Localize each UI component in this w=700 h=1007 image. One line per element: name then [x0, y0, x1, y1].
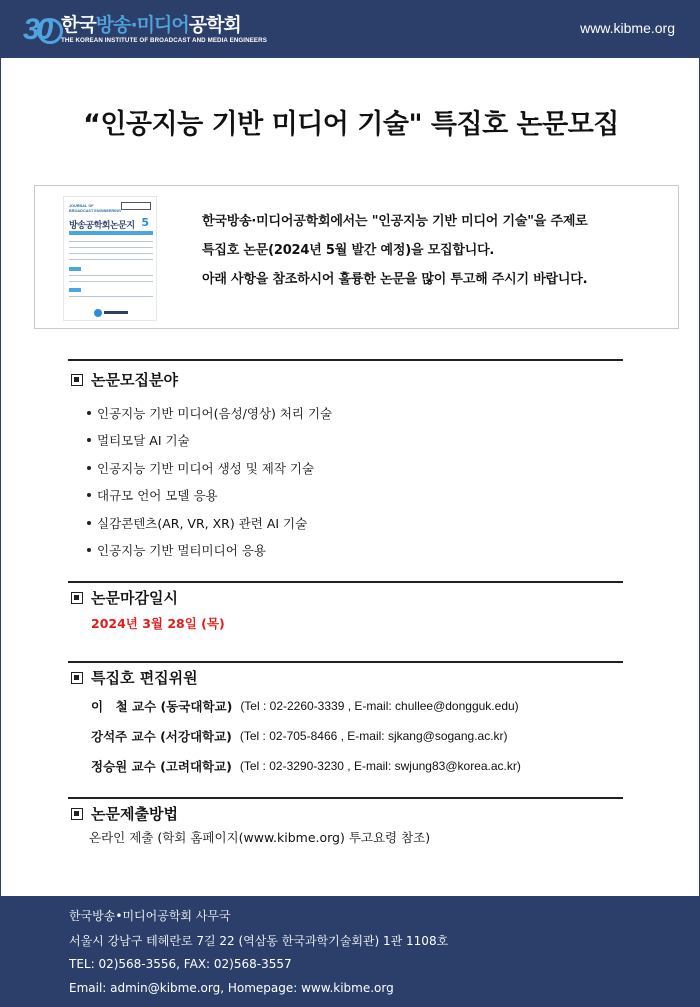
header-bar [1, 1, 700, 58]
cover-badge [121, 202, 151, 210]
editor-name: 정승원 교수 (고려대학교) [91, 759, 232, 774]
logo-text [61, 14, 267, 46]
logo-english-name: THE KOREAN INSTITUTE OF BROADCAST AND MEDIA ENGINEERS [61, 37, 267, 44]
section-square-icon [71, 374, 83, 386]
cover-english-line: JOURNAL OF [69, 204, 94, 208]
section-divider [68, 359, 623, 361]
list-item [87, 454, 332, 482]
cover-line [69, 281, 153, 282]
cover-accent-bar [69, 231, 153, 235]
section-heading-text: 논문모집분야 [91, 371, 178, 389]
submission-method: 온라인 제출 (학회 홈페이지(www.kibme.org) 투고요령 참조) [89, 830, 431, 845]
logo-korean-part: 한국 [61, 14, 96, 36]
cover-tag [69, 267, 81, 271]
footer-email: Email: admin@kibme.org, Homepage: www.kibme.org [69, 981, 394, 995]
section-heading-submission [71, 803, 178, 824]
section-heading-editors [71, 667, 198, 688]
list-item-text: 실감콘텐츠(AR, VR, XR) 관련 AI 기술 [97, 515, 308, 531]
cover-tag [69, 288, 81, 292]
intro-line: 특집호 논문(2024년 5월 발간 예정)을 모집합니다. [202, 243, 495, 258]
deadline-date: 2024년 3월 28일 (목) [91, 616, 225, 631]
list-item-text: 멀티모달 AI 기술 [97, 433, 190, 449]
cover-english-title [69, 204, 121, 213]
list-item-text: 인공지능 기반 미디어(음성/영상) 처리 기술 [97, 405, 333, 421]
logo-korean-part: 방송 [95, 14, 131, 36]
footer-phone: TEL: 02)568-3556, FAX: 02)568-3557 [69, 957, 292, 971]
footer [1, 896, 700, 1007]
editor-contact: (Tel : 02-705-8466 , E-mail: sjkang@sogang.ac.kr) [239, 729, 508, 743]
footer-address: 서울시 강남구 테헤란로 7길 22 (역삼동 한국과학기술회관) 1관 1108호 [69, 934, 449, 948]
editor-row [91, 691, 521, 721]
cover-english-line: BROADCAST ENGINEERING [69, 208, 121, 213]
journal-cover-thumbnail [63, 196, 157, 321]
list-item [87, 427, 332, 455]
anniversary-30-emblem [23, 11, 67, 49]
editor-row [91, 721, 521, 751]
list-item [87, 537, 332, 565]
intro-line: 한국방송·미디어공학회에서는 "인공지능 기반 미디어 기술"을 주제로 [202, 214, 588, 229]
intro-line: 아래 사항을 참조하시어 훌륭한 논문을 많이 투고해 주시기 바랍니다. [202, 272, 588, 287]
bullet-icon [87, 411, 91, 415]
footer-org: 한국방송•미디어공학회 사무국 [69, 909, 231, 923]
bullet-icon [87, 493, 91, 497]
cover-line [69, 247, 153, 248]
list-item-text: 대규모 언어 모델 응용 [97, 488, 218, 504]
section-divider [68, 661, 623, 663]
bullet-icon [87, 548, 91, 552]
section-square-icon [71, 592, 83, 604]
cover-korean-title: 방송공학회논문지 [69, 221, 135, 231]
page-title: “인공지능 기반 미디어 기술" 특집호 논문모집 [83, 109, 619, 140]
section-square-icon [71, 672, 83, 684]
editor-contact: (Tel : 02-3290-3230 , E-mail: swjung83@korea.ac.kr) [239, 759, 521, 773]
cover-line [69, 296, 153, 297]
section-heading-text: 논문마감일시 [91, 589, 178, 607]
section-divider [68, 581, 623, 583]
site-url-link[interactable]: www.kibme.org [580, 20, 675, 36]
logo-number: 30 [23, 13, 51, 46]
logo-korean-part: · [130, 14, 137, 36]
logo-korean-part: 공학회 [188, 14, 241, 36]
section-heading-deadline [71, 587, 178, 608]
section-square-icon [71, 808, 83, 820]
cover-line [69, 259, 153, 260]
list-item-text: 인공지능 기반 미디어 생성 및 제작 기술 [97, 460, 315, 476]
intro-box [34, 185, 679, 329]
intro-text [202, 207, 588, 294]
list-item [87, 509, 332, 537]
fields-list [87, 399, 332, 564]
editor-contact: (Tel : 02-2260-3339 , E-mail: chullee@dongguk.edu) [240, 699, 519, 713]
society-logo[interactable] [23, 10, 267, 50]
section-heading-text: 논문제출방법 [91, 805, 178, 823]
logo-ring-icon [37, 18, 63, 44]
editors-list [91, 691, 521, 781]
cover-line [69, 253, 153, 254]
editor-row [91, 751, 521, 781]
bullet-icon [87, 521, 91, 525]
logo-korean-part: 미디어 [136, 14, 189, 36]
editor-name: 이 철 교수 (동국대학교) [91, 699, 233, 714]
cover-logo-icon [94, 309, 128, 317]
cover-issue-number: 5 [141, 216, 149, 229]
list-item-text: 인공지능 기반 멀티미디어 응용 [97, 543, 266, 559]
section-heading-fields [71, 369, 178, 390]
cover-line [69, 241, 153, 242]
section-divider [68, 797, 623, 799]
list-item [87, 399, 332, 427]
logo-korean-name [61, 14, 267, 36]
editor-name: 강석주 교수 (서강대학교) [91, 729, 232, 744]
section-heading-text: 특집호 편집위원 [91, 669, 198, 687]
cover-line [69, 275, 153, 276]
bullet-icon [87, 438, 91, 442]
list-item [87, 482, 332, 510]
bullet-icon [87, 466, 91, 470]
